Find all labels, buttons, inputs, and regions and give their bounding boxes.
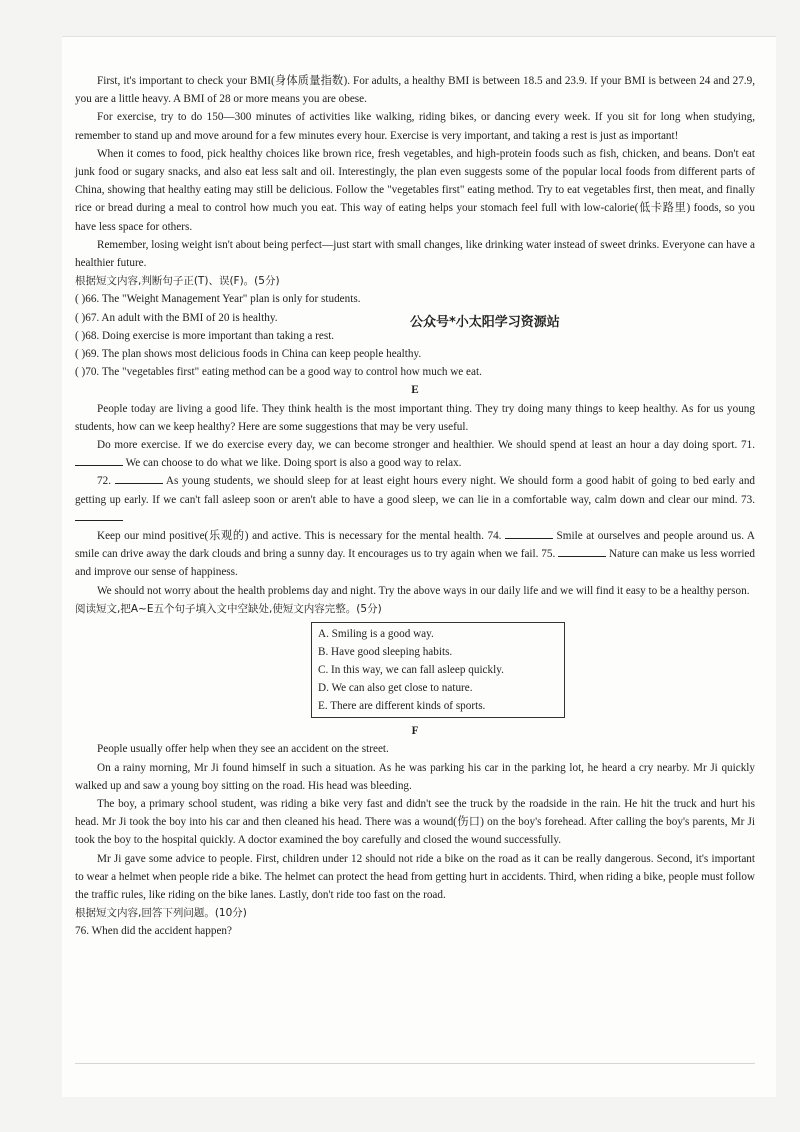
text: Smile at ourselves and people around us. A smile can drive away the dark clouds and bring a sunny day. It encourages us to try again when we fail. 75.	[75, 530, 755, 561]
paragraph: For exercise, try to do 150—300 minutes of activities like walking, riding bikes, or dancing every week. If you sit for long when studying, remember to stand up and move around for a few minutes every hour. Exercise is very important, and taking a rest is just as important!	[75, 111, 755, 142]
section-heading-f: F	[411, 725, 419, 738]
option-c: C. In this way, we can fall asleep quickly.	[318, 664, 504, 677]
question-67: ( )67. An adult with the BMI of 20 is healthy.	[75, 311, 278, 324]
question-69: ( )69. The plan shows most delicious foods in China can keep people healthy.	[75, 348, 422, 361]
blank-74	[505, 527, 553, 539]
option-b: B. Have good sleeping habits.	[318, 646, 453, 659]
text: 72.	[97, 475, 115, 488]
paragraph: Mr Ji gave some advice to people. First, children under 12 should not ride a bike on the road as it can be really dangerous. Second, it's important to wear a helmet when people ride a bike. The helmet can protect the head from getting hurt in accidents. Third, when riding a bike, people must follow the traffic rules, like riding on the bike lanes. Lastly, don't ride too fast on the road.	[75, 852, 755, 901]
paragraph	[75, 436, 755, 472]
instruction-d: 根据短文内容,判断句子正(T)、误(F)。(5分)	[75, 275, 280, 288]
text: Keep our mind positive(乐观的) and active. This is necessary for the mental health. 74.	[97, 530, 506, 543]
paragraph: Remember, losing weight isn't about being perfect—just start with small changes, like drinking water instead of sweet drinks. Everyone can have a healthier future.	[75, 238, 755, 270]
instruction-e: 阅读短文,把A~E五个句子填入文中空缺处,使短文内容完整。(5分)	[75, 602, 382, 615]
paragraph: On a rainy morning, Mr Ji found himself in such a situation. As he was parking his car in the parking lot, he heard a cry nearby. Mr Ji quickly walked up and saw a young boy sitting on the road. His head was bleeding.	[75, 761, 755, 792]
option-d: D. We can also get close to nature.	[318, 682, 473, 695]
question-68: ( )68. Doing exercise is more important than taking a rest.	[75, 329, 335, 342]
question-66: ( )66. The "Weight Management Year" plan is only for students.	[75, 293, 361, 306]
question-76: 76. When did the accident happen?	[75, 925, 232, 938]
paragraph: The boy, a primary school student, was riding a bike very fast and didn't see the truck by the roadside in the rain. He hit the truck and hurt his head. Mr Ji took the boy into his car and then cleaned his head. There was a wound(伤口) on the boy's forehead. After calling the boy's parents, Mr Ji took the boy to the hospital quickly. A doctor examined the boy carefully and closed the wound successfully.	[75, 797, 755, 847]
instruction-f: 根据短文内容,回答下列问题。(10分)	[75, 907, 247, 920]
text: Do more exercise. If we do exercise every day, we can become stronger and healthier. We should spend at least an hour a day doing sport. 71.	[97, 439, 755, 452]
blank-72	[115, 472, 163, 484]
paragraph	[75, 527, 755, 582]
watermark-text: 公众号*小太阳学习资源站	[410, 315, 560, 330]
document-body	[75, 72, 755, 941]
option-a: A. Smiling is a good way.	[318, 628, 434, 641]
options-box	[311, 622, 565, 718]
paragraph: When it comes to food, pick healthy choices like brown rice, fresh vegetables, and high-protein foods such as fish, chicken, and beans. Don't eat junk food or sugary snacks, and also eat less salt and oil. Interestingly, the plan even suggests some of the popular local foods from different parts of China, showing that healthy eating may still be delicious. Follow the "vegetables first" eating method. Try to eat vegetables first, then meat, and finally rice or bread during a meal to control how much you eat. This way of eating helps your stomach feel full with low-calorie(低卡路里) foods, so you have less space for others.	[75, 147, 755, 233]
question-70: ( )70. The "vegetables first" eating method can be a good way to control how much we eat.	[75, 366, 482, 379]
blank-71	[75, 454, 123, 466]
blank-75	[558, 545, 606, 557]
text: Nature can make us less worried and improve our sense of happiness.	[75, 548, 755, 579]
divider	[75, 1063, 755, 1064]
paragraph: We should not worry about the health problems day and night. Try the above ways in our daily life and we will find it easy to be a healthy person.	[97, 584, 750, 597]
option-e: E. There are different kinds of sports.	[318, 700, 486, 713]
blank-73	[75, 509, 123, 521]
text: We can choose to do what we like. Doing sport is also a good way to relax.	[123, 457, 462, 470]
paragraph: First, it's important to check your BMI(身体质量指数). For adults, a healthy BMI is between 18.5 and 23.9. If your BMI is between 24 and 27.9, you are a little heavy. A BMI of 28 or more means you are obese.	[75, 75, 755, 106]
text: As young students, we should sleep for at least eight hours every night. We should form a good habit of going to bed early and getting up early. If we can't fall asleep soon or aren't able to have a good sleep, we can lie in a comfortable way, calm down and clear our mind. 73.	[75, 475, 756, 506]
paragraph: People today are living a good life. They think health is the most important thing. They try doing many things to keep healthy. As for us young students, how can we keep healthy? Here are some suggestions that may be very useful.	[75, 402, 755, 433]
section-heading-e: E	[411, 384, 419, 397]
paragraph: People usually offer help when they see an accident on the street.	[97, 743, 389, 756]
paragraph	[75, 472, 755, 527]
